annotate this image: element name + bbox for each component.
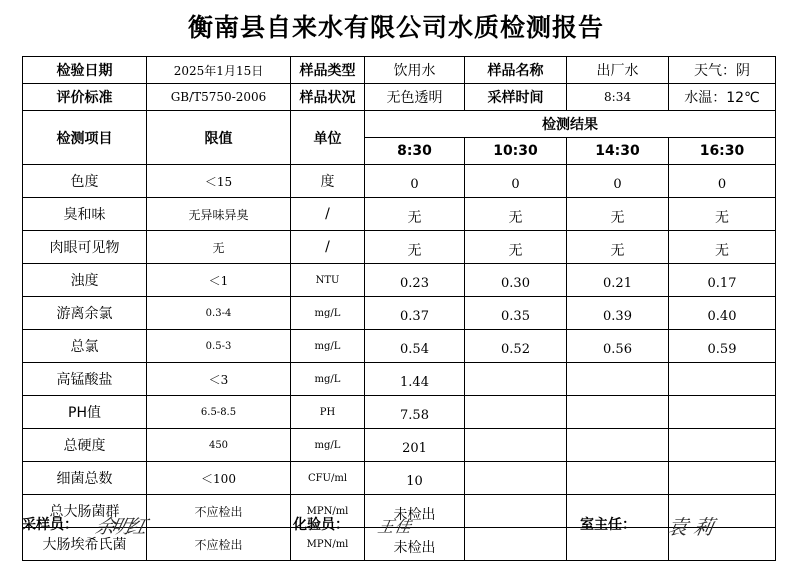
- table-row: [23, 429, 776, 462]
- item-name: 细菌总数: [23, 462, 147, 495]
- sample-state-label: 样品状况: [291, 84, 365, 111]
- unit-header: 单位: [291, 111, 365, 165]
- time-header: 14:30: [567, 138, 669, 165]
- result-value: [465, 396, 567, 429]
- item-name: 总氯: [23, 330, 147, 363]
- result-value: 无: [567, 198, 669, 231]
- tester-label: 化验员：: [293, 517, 349, 533]
- result-value: 无: [669, 231, 776, 264]
- limit-value: 450: [147, 429, 291, 462]
- item-name: 游离余氯: [23, 297, 147, 330]
- standard-label: 评价标准: [23, 84, 147, 111]
- result-value: 0.23: [365, 264, 465, 297]
- unit-value: CFU/ml: [291, 462, 365, 495]
- result-value: 1.44: [365, 363, 465, 396]
- limit-value: ＜1: [147, 264, 291, 297]
- item-name: 浊度: [23, 264, 147, 297]
- result-value: 10: [365, 462, 465, 495]
- result-value: 0.37: [365, 297, 465, 330]
- result-value: 无: [365, 198, 465, 231]
- result-value: [465, 462, 567, 495]
- standard-value: GB/T5750-2006: [147, 84, 291, 111]
- limit-value: ＜3: [147, 363, 291, 396]
- date-value: 2025年1月15日: [147, 57, 291, 84]
- date-label: 检验日期: [23, 57, 147, 84]
- table-row: [23, 165, 776, 198]
- result-value: 0: [365, 165, 465, 198]
- results-header: 检测结果: [365, 111, 776, 138]
- item-name: PH值: [23, 396, 147, 429]
- limit-value: 6.5-8.5: [147, 396, 291, 429]
- result-value: [567, 396, 669, 429]
- limit-header: 限值: [147, 111, 291, 165]
- result-value: 未检出: [365, 495, 465, 528]
- water-quality-table: [22, 56, 776, 561]
- result-value: [567, 429, 669, 462]
- result-value: [465, 528, 567, 561]
- tester-signature: 王佳: [376, 517, 414, 536]
- result-value: 未检出: [365, 528, 465, 561]
- unit-value: MPN/ml: [291, 495, 365, 528]
- unit-value: mg/L: [291, 297, 365, 330]
- report-title: 衡南县自来水有限公司水质检测报告: [187, 13, 604, 42]
- table-row: [23, 231, 776, 264]
- sampling-time-value: 8:34: [567, 84, 669, 111]
- result-value: 0.39: [567, 297, 669, 330]
- sample-type-value: 饮用水: [365, 57, 465, 84]
- item-name: 色度: [23, 165, 147, 198]
- table-row: [23, 330, 776, 363]
- time-header: 10:30: [465, 138, 567, 165]
- item-name: 大肠埃希氏菌: [23, 528, 147, 561]
- table-row: [23, 198, 776, 231]
- time-header: 16:30: [669, 138, 776, 165]
- weather: 天气：阴: [669, 57, 776, 84]
- unit-value: /: [291, 198, 365, 231]
- header-row-1: [23, 111, 776, 138]
- info-row-1: [23, 57, 776, 84]
- result-value: 0: [669, 165, 776, 198]
- table-row: [23, 264, 776, 297]
- sample-name-label: 样品名称: [465, 57, 567, 84]
- result-value: 7.58: [365, 396, 465, 429]
- result-value: [465, 363, 567, 396]
- result-value: [567, 462, 669, 495]
- unit-value: 度: [291, 165, 365, 198]
- result-value: 0.30: [465, 264, 567, 297]
- table-row: [23, 297, 776, 330]
- result-value: 0.40: [669, 297, 776, 330]
- table-row: [23, 462, 776, 495]
- unit-value: mg/L: [291, 429, 365, 462]
- result-value: 0.35: [465, 297, 567, 330]
- result-value: 0.56: [567, 330, 669, 363]
- result-value: [465, 429, 567, 462]
- result-value: [465, 495, 567, 528]
- item-name: 臭和味: [23, 198, 147, 231]
- result-value: [669, 429, 776, 462]
- result-value: [669, 396, 776, 429]
- result-value: 无: [465, 231, 567, 264]
- result-value: 无: [567, 231, 669, 264]
- item-name: 肉眼可见物: [23, 231, 147, 264]
- info-row-2: [23, 84, 776, 111]
- result-value: 0.17: [669, 264, 776, 297]
- item-name: 高锰酸盐: [23, 363, 147, 396]
- result-value: 201: [365, 429, 465, 462]
- item-name: 总硬度: [23, 429, 147, 462]
- unit-value: mg/L: [291, 363, 365, 396]
- sampling-time-label: 采样时间: [465, 84, 567, 111]
- result-value: 0.21: [567, 264, 669, 297]
- result-value: [669, 462, 776, 495]
- time-header: 8:30: [365, 138, 465, 165]
- result-value: 0.54: [365, 330, 465, 363]
- limit-value: ＜100: [147, 462, 291, 495]
- unit-value: PH: [291, 396, 365, 429]
- unit-value: MPN/ml: [291, 528, 365, 561]
- result-value: 0: [465, 165, 567, 198]
- unit-value: /: [291, 231, 365, 264]
- limit-value: 不应检出: [147, 495, 291, 528]
- sample-type-label: 样品类型: [291, 57, 365, 84]
- limit-value: ＜15: [147, 165, 291, 198]
- unit-value: NTU: [291, 264, 365, 297]
- sample-state-value: 无色透明: [365, 84, 465, 111]
- result-value: 无: [465, 198, 567, 231]
- sampler-label: 采样员：: [22, 517, 78, 533]
- item-name: 总大肠菌群: [23, 495, 147, 528]
- item-header: 检测项目: [23, 111, 147, 165]
- limit-value: 0.3-4: [147, 297, 291, 330]
- result-value: 无: [669, 198, 776, 231]
- result-value: 0.52: [465, 330, 567, 363]
- result-value: 0.59: [669, 330, 776, 363]
- sampler-signature: 余明红: [93, 516, 147, 538]
- limit-value: 无异味异臭: [147, 198, 291, 231]
- result-value: [567, 363, 669, 396]
- result-value: 0: [567, 165, 669, 198]
- water-temperature: 水温：12℃: [669, 84, 776, 111]
- limit-value: 0.5-3: [147, 330, 291, 363]
- table-row: [23, 363, 776, 396]
- director-label: 室主任：: [580, 517, 636, 533]
- director-signature: 袁莉: [665, 515, 722, 539]
- sample-name-value: 出厂水: [567, 57, 669, 84]
- table-row: [23, 396, 776, 429]
- result-value: 无: [365, 231, 465, 264]
- limit-value: 不应检出: [147, 528, 291, 561]
- unit-value: mg/L: [291, 330, 365, 363]
- result-value: [669, 363, 776, 396]
- limit-value: 无: [147, 231, 291, 264]
